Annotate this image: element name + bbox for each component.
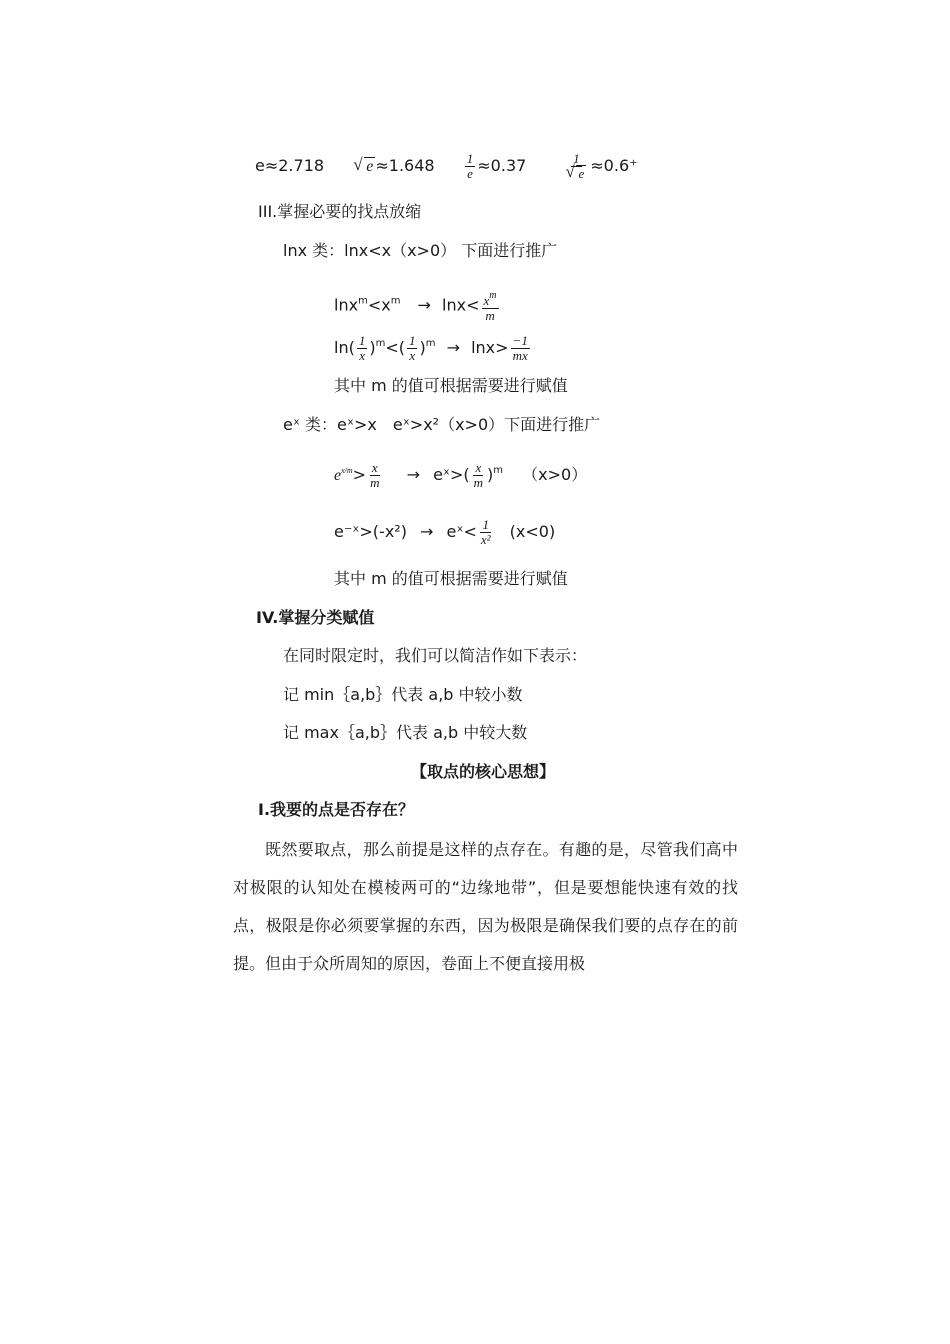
- inv-e-value: ≈0.37: [477, 156, 527, 175]
- inv-sqrt-e-fraction: 1 √ e: [564, 152, 588, 181]
- lnx-row-1: $\ln x^m<x^m \to \ln x<$ $\frac{x^m}{m}$: [334, 290, 497, 323]
- inv-sqrt-e-value: ≈0.6⁺: [590, 156, 638, 175]
- sqrt-e: √ e: [354, 157, 375, 177]
- core-paragraph: 既然要取点，那么前提是这样的点存在。有趣的是，尽管我们高中对极限的认知处在模棱两可的“边缘地带”，但是要想能快速有效的找点，极限是你必须要掌握的东西，因为极限是确保我们要的点存在的前提。但由于众所周知的原因，卷面上不便直接用极: [233, 840, 738, 973]
- lnx-heading: lnx 类：lnx<x（x>0） 下面进行推广: [283, 241, 558, 260]
- section4-title: IV.掌握分类赋值: [256, 608, 375, 627]
- arrow-icon: →: [420, 522, 434, 541]
- note-2: 其中 m 的值可根据需要进行赋值: [334, 569, 568, 588]
- core-title: 【取点的核心思想】: [411, 762, 556, 781]
- section4-line-1: 在同时限定时，我们可以简洁作如下表示：: [283, 646, 588, 665]
- note-1: 其中 m 的值可根据需要进行赋值: [334, 376, 568, 395]
- lnx-row-2: ln( $\frac{1}{x}$ )$^m$<( $\frac{1}{x}$ )$^m$ → lnx> $\frac{-1}{mx}$: [334, 333, 528, 363]
- core-subtitle-1: Ⅰ.我要的点是否存在？: [258, 800, 415, 819]
- sqrt-e-value: ≈1.648: [375, 156, 435, 175]
- e-constant: e≈2.718: [255, 156, 325, 175]
- arrow-icon: →: [417, 295, 431, 315]
- arrow-icon: →: [446, 338, 460, 357]
- ex-heading: eˣ 类：eˣ>x eˣ>x²（x>0）下面进行推广: [283, 415, 601, 434]
- section4-line-2: 记 min｛a,b｝代表 a,b 中较小数: [283, 685, 523, 704]
- section3-title: III.掌握必要的找点放缩: [258, 202, 422, 221]
- ex-row-1: $e^{x/m}>$ $\frac{x}{m}$ → eˣ>( $\frac{x}{m}$ )$^m$ （x>0）: [334, 460, 588, 490]
- arrow-icon: →: [406, 465, 420, 484]
- inv-e-fraction: $\frac{1}{e}$: [466, 151, 474, 181]
- constants-line: [255, 152, 638, 181]
- section4-line-3: 记 max｛a,b｝代表 a,b 中较大数: [283, 723, 528, 742]
- ex-row-2: e⁻ˣ>(-x²) → eˣ< $\frac{1}{\text{x²}}$ (x<0): [334, 517, 556, 547]
